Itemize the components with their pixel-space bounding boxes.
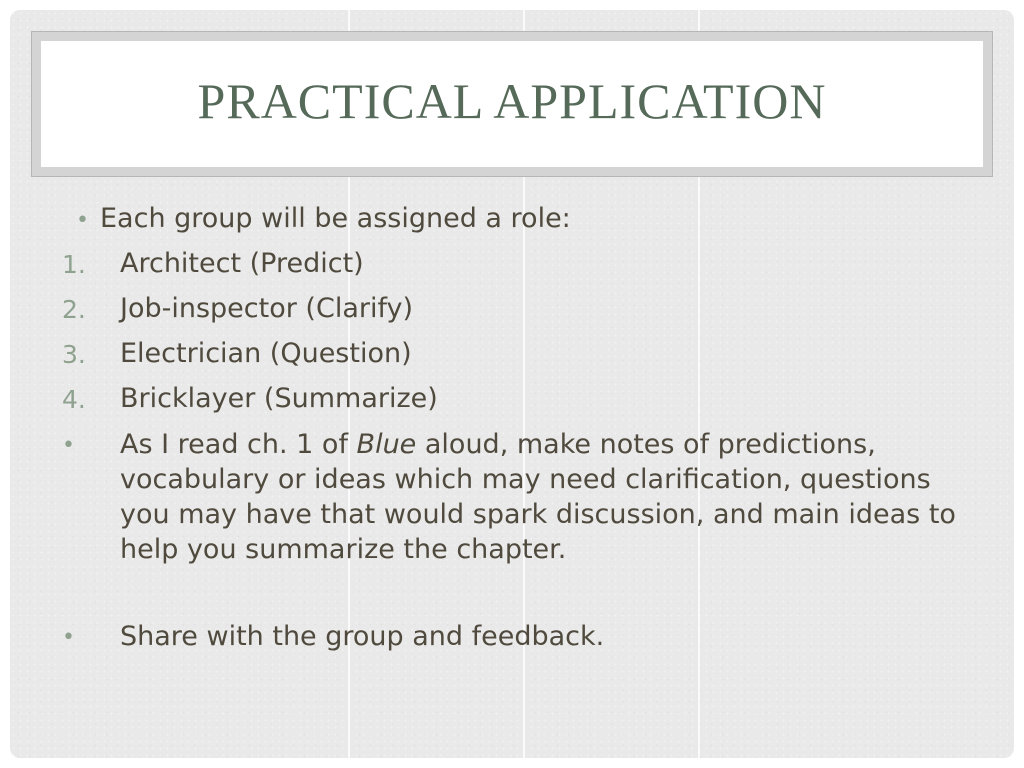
intro-text: Each group will be assigned a role: [100,203,571,234]
list-number: 1. [62,250,86,279]
title-frame [31,31,993,177]
title-box [41,41,983,167]
bullet-marker: • [76,208,89,233]
role-item: Bricklayer (Summarize) [120,383,438,414]
instruction-paragraph [120,427,970,567]
book-title: Blue [356,429,417,460]
instruction-text-end: aloud, make notes of predictions, vocabulary or ideas which may need clarification, questions you may have that would spark discussion, and main ideas to help you summarize the chapter. [120,429,956,565]
bullet-marker: • [62,433,75,458]
closing-text: Share with the group and feedback. [120,621,605,652]
list-number: 4. [62,385,86,414]
instruction-text-start: As I read ch. 1 of [120,429,357,460]
bullet-marker: • [62,625,75,650]
role-item: Architect (Predict) [120,248,364,279]
slide-title: PRACTICAL APPLICATION [197,73,827,129]
role-item: Job-inspector (Clarify) [120,293,414,324]
slide [10,10,1014,758]
role-item: Electrician (Question) [120,338,412,369]
list-number: 3. [62,340,86,369]
list-number: 2. [62,295,86,324]
